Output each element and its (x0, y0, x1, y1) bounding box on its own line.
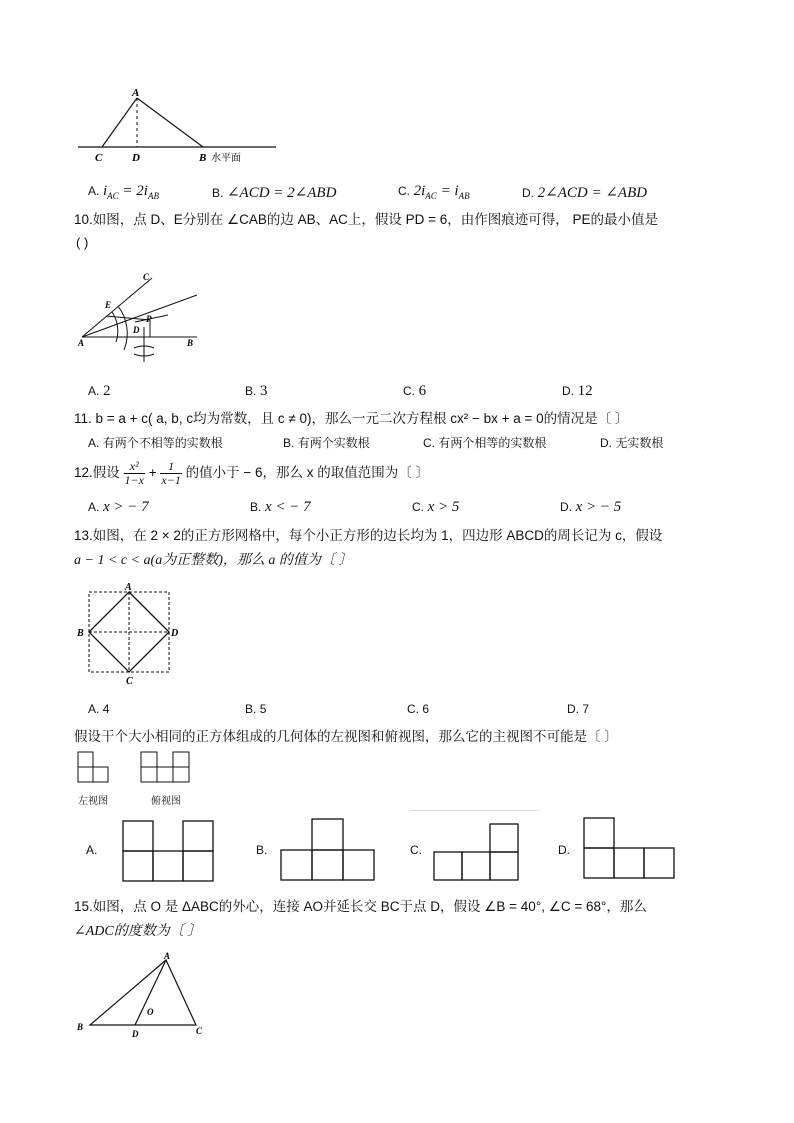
q14-option-a-view (122, 820, 216, 884)
q10-question-line2: ( ) (76, 235, 89, 250)
q12-option-d: D. x > − 5 (560, 499, 622, 515)
fig10-point-c-label: C (143, 272, 150, 282)
q13-question-line1: 13.如图，在 2 × 2的正方形网格中，每个小正方形的边长均为 1，四边形 ABCD的周长记为 c，假设 (74, 528, 663, 543)
q10-option-a: A. 2 (88, 383, 111, 399)
q13-option-b: B. 5 (245, 702, 267, 716)
fig13-point-d-label: D (171, 628, 179, 639)
q12-option-b: B. x < − 7 (250, 499, 311, 515)
divider-line (410, 810, 540, 811)
fraction-1: $\frac{\text{x²}}{1-x}$ (124, 459, 144, 487)
q11-option-b: B. 有两个实数根 (283, 436, 370, 450)
q9-option-c: C. $2i_{AC} = i_{AB}$ (398, 183, 470, 201)
fig15-point-b-label: B (77, 1022, 84, 1032)
q13-option-a: A. 4 (88, 702, 110, 716)
q13-option-d: D. 7 (567, 702, 590, 716)
q9-option-b: B. ∠ACD = 2∠ABD (212, 185, 337, 201)
q12-option-c: C. x > 5 (412, 499, 460, 515)
grid-square-figure (74, 580, 184, 690)
fig15-point-a-label: A (164, 951, 171, 961)
point-a-label: A (132, 87, 140, 99)
q14-question: 假设干个大小相同的正方体组成的几何体的左视图和俯视图，那么它的主视图不可能是〔 〕 (74, 729, 618, 744)
point-d-label: D (132, 152, 140, 164)
q12-option-a: A. x > − 7 (88, 499, 149, 515)
fig10-point-e-label: E (105, 300, 112, 310)
point-c-label: C (95, 152, 103, 164)
q15-question-line1: 15.如图，点 O 是 ΔABC的外心，连接 AO并延长交 BC于点 D，假设 ∠B = 40°, ∠C = 68°，那么 (74, 899, 647, 914)
fig10-point-b-label: B (187, 338, 194, 348)
horizontal-plane-label: 水平面 (211, 153, 241, 164)
q10-option-c: C. 6 (403, 383, 427, 399)
q11-option-d: D. 无实数根 (600, 436, 664, 450)
q14-option-b-label: B. (256, 843, 268, 857)
q14-option-c-view (433, 823, 521, 883)
left-view-shape (78, 752, 108, 782)
fig10-point-p-label: P (146, 314, 152, 324)
angle-bisector-figure (72, 262, 212, 372)
fig10-point-d-label: D (133, 325, 140, 335)
fig15-point-c-label: C (196, 1026, 203, 1036)
q15-question-line2: ∠ADC的度数为〔 〕 (74, 924, 202, 939)
q13-option-c: C. 6 (407, 702, 430, 716)
circumcenter-figure (72, 948, 222, 1043)
fig13-point-b-label: B (77, 628, 84, 639)
q9-option-a: A. $i_{AC} = 2i_{AB}$ (88, 183, 159, 201)
q10-question-line1: 10.如图，点 D、E分别在 ∠CAB的边 AB、AC上，假设 PD = 6，由作图痕迹可得， PE的最小值是 (74, 212, 659, 227)
top-view-caption: 俯视图 (151, 796, 181, 807)
q10-option-b: B. 3 (245, 383, 268, 399)
q11-option-a: A. 有两个不相等的实数根 (88, 436, 223, 450)
q14-option-b-view (280, 818, 376, 882)
q14-option-a-label: A. (86, 843, 98, 857)
q11-option-c: C. 有两个相等的实数根 (423, 436, 547, 450)
fig15-point-o-label: O (147, 1007, 154, 1017)
left-view-caption: 左视图 (78, 796, 108, 807)
fig15-point-d-label: D (132, 1029, 139, 1039)
top-view-shape (141, 752, 189, 782)
q14-option-c-label: C. (410, 843, 422, 857)
slope-figure (70, 80, 300, 170)
q14-option-d-view (583, 817, 677, 881)
fig10-point-a-label: A (78, 338, 85, 348)
q9-option-d: D. 2∠ACD = ∠ABD (522, 185, 648, 201)
q14-option-d-label: D. (558, 843, 570, 857)
q11-question: 11. b = a + c( a, b, c均为常数，且 c ≠ 0)，那么一元二次方程根 cx² − bx + a = 0的情况是〔 〕 (74, 411, 629, 426)
fraction-2: $\frac{1}{x-1}$ (161, 459, 181, 487)
point-b-label: B (199, 152, 207, 164)
q12-question: 12.假设 $\frac{\text{x²}}{1-x}$ + $\frac{1}{x-1}$ 的值小于 − 6，那么 x 的取值范围为〔 〕 (74, 459, 430, 487)
fig13-point-c-label: C (126, 676, 133, 687)
q13-question-line2: a − 1 < c < a(a为正整数)，那么 a 的值为〔 〕 (74, 553, 353, 568)
q10-option-d: D. 12 (562, 383, 593, 399)
fig13-point-a-label: A (125, 582, 132, 593)
